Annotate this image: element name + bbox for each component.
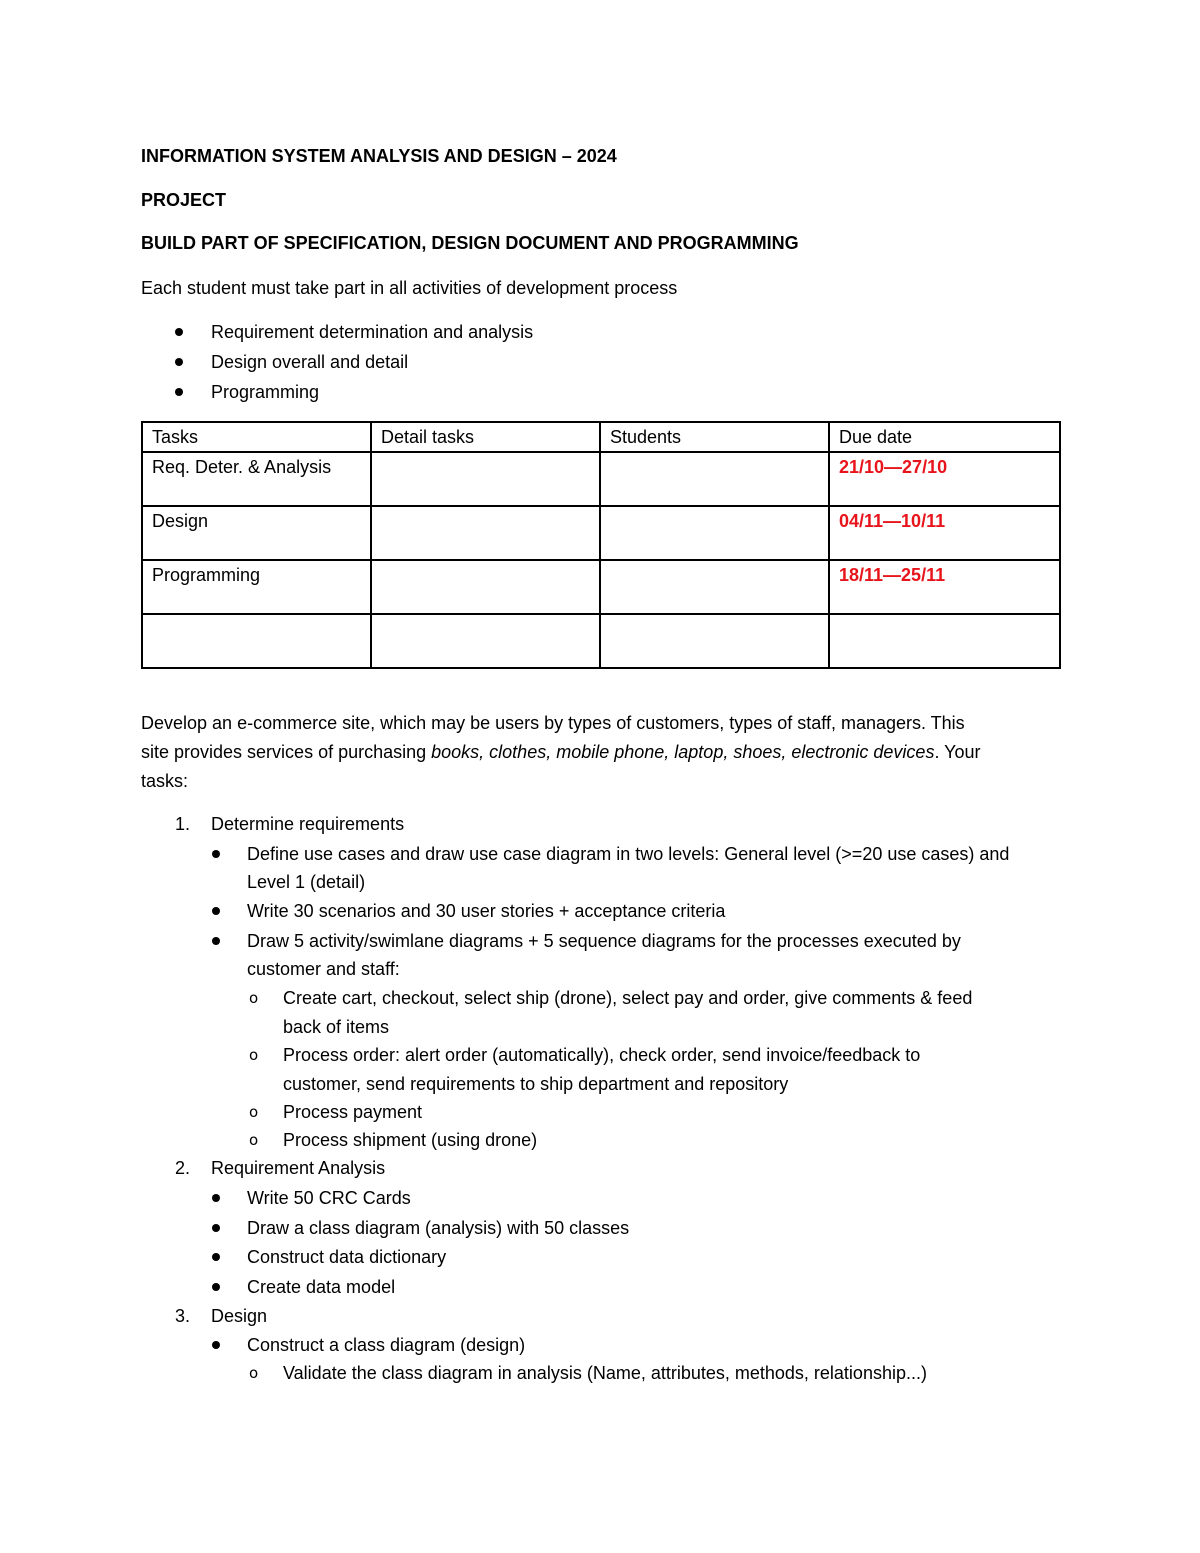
due-date-cell: 18/11—25/11 xyxy=(829,560,1060,614)
sub-bullet-icon: o xyxy=(249,1131,259,1149)
list-item: Define use cases and draw use case diagram in two levels: General level (>=20 use cases) and xyxy=(247,844,1010,864)
detail-cell xyxy=(371,614,600,668)
students-cell xyxy=(600,452,829,506)
list-item: Draw a class diagram (analysis) with 50 classes xyxy=(247,1218,630,1238)
bullet-icon xyxy=(212,1341,220,1349)
project-subtitle: BUILD PART OF SPECIFICATION, DESIGN DOCUMENT AND PROGRAMMING xyxy=(141,233,799,253)
bullet-icon xyxy=(212,1283,220,1291)
detail-cell xyxy=(371,452,600,506)
due-date-cell xyxy=(829,614,1060,668)
bullet-icon xyxy=(212,907,220,915)
intro-text: Each student must take part in all activities of development process xyxy=(141,278,678,298)
sub-list-item-continued: back of items xyxy=(283,1017,390,1037)
list-item: Construct data dictionary xyxy=(247,1247,447,1267)
description-line xyxy=(141,740,980,764)
section-number: 2. xyxy=(175,1158,191,1178)
document-title: INFORMATION SYSTEM ANALYSIS AND DESIGN – 2024 xyxy=(141,146,617,166)
sub-list-item: Process order: alert order (automatically), check order, send invoice/feedback to xyxy=(283,1045,921,1065)
bullet-icon xyxy=(212,850,220,858)
section-number: 1. xyxy=(175,814,191,834)
sub-list-item: Process payment xyxy=(283,1102,423,1122)
task-cell: Programming xyxy=(142,560,371,614)
description-line: Develop an e-commerce site, which may be users by types of customers, types of staff, managers. This xyxy=(141,713,965,733)
list-item: Write 50 CRC Cards xyxy=(247,1188,411,1208)
table-row xyxy=(142,614,1060,668)
list-item-continued: customer and staff: xyxy=(247,959,400,979)
sub-list-item: Process shipment (using drone) xyxy=(283,1130,538,1150)
sub-list-item: Validate the class diagram in analysis (Name, attributes, methods, relationship...) xyxy=(283,1363,927,1383)
due-date-cell: 21/10—27/10 xyxy=(829,452,1060,506)
section-title: Design xyxy=(211,1306,268,1326)
list-item: Construct a class diagram (design) xyxy=(247,1335,526,1355)
activity-item: Design overall and detail xyxy=(211,352,409,372)
table-header-row xyxy=(142,422,1060,452)
sub-list-item-continued: customer, send requirements to ship department and repository xyxy=(283,1074,789,1094)
students-cell xyxy=(600,560,829,614)
sub-bullet-icon: o xyxy=(249,1364,259,1382)
sub-bullet-icon: o xyxy=(249,989,259,1007)
table-row xyxy=(142,506,1060,560)
activity-item: Requirement determination and analysis xyxy=(211,322,534,342)
sub-bullet-icon: o xyxy=(249,1046,259,1064)
bullet-icon xyxy=(175,388,183,396)
list-item: Draw 5 activity/swimlane diagrams + 5 sequence diagrams for the processes executed by xyxy=(247,931,961,951)
students-cell xyxy=(600,506,829,560)
section-title: Determine requirements xyxy=(211,814,405,834)
product-list: books, clothes, mobile phone, laptop, shoes, electronic devices xyxy=(431,742,935,762)
description-text: site provides services of purchasing xyxy=(141,742,432,762)
detail-cell xyxy=(371,506,600,560)
section-title: Requirement Analysis xyxy=(211,1158,386,1178)
list-item: Write 30 scenarios and 30 user stories + acceptance criteria xyxy=(247,901,726,921)
bullet-icon xyxy=(212,937,220,945)
detail-cell xyxy=(371,560,600,614)
list-item-continued: Level 1 (detail) xyxy=(247,872,366,892)
description-text: . Your xyxy=(934,742,981,762)
list-item: Create data model xyxy=(247,1277,396,1297)
table-row xyxy=(142,452,1060,506)
bullet-icon xyxy=(212,1194,220,1202)
bullet-icon xyxy=(175,358,183,366)
bullet-icon xyxy=(212,1253,220,1261)
table-header-cell: Students xyxy=(600,422,829,452)
section-number: 3. xyxy=(175,1306,191,1326)
bullet-icon xyxy=(175,328,183,336)
task-cell: Design xyxy=(142,506,371,560)
students-cell xyxy=(600,614,829,668)
task-cell: Req. Deter. & Analysis xyxy=(142,452,371,506)
due-date-cell: 04/11—10/11 xyxy=(829,506,1060,560)
table-header-cell: Due date xyxy=(829,422,1060,452)
activity-item: Programming xyxy=(211,382,320,402)
task-cell xyxy=(142,614,371,668)
sub-bullet-icon: o xyxy=(249,1103,259,1121)
sub-list-item: Create cart, checkout, select ship (drone), select pay and order, give comments & feed xyxy=(283,988,973,1008)
description-line: tasks: xyxy=(141,771,189,791)
table-header-cell: Detail tasks xyxy=(371,422,600,452)
table-header-cell: Tasks xyxy=(142,422,371,452)
project-label: PROJECT xyxy=(141,190,227,210)
table-row xyxy=(142,560,1060,614)
bullet-icon xyxy=(212,1224,220,1232)
tasks-table xyxy=(141,421,1061,669)
